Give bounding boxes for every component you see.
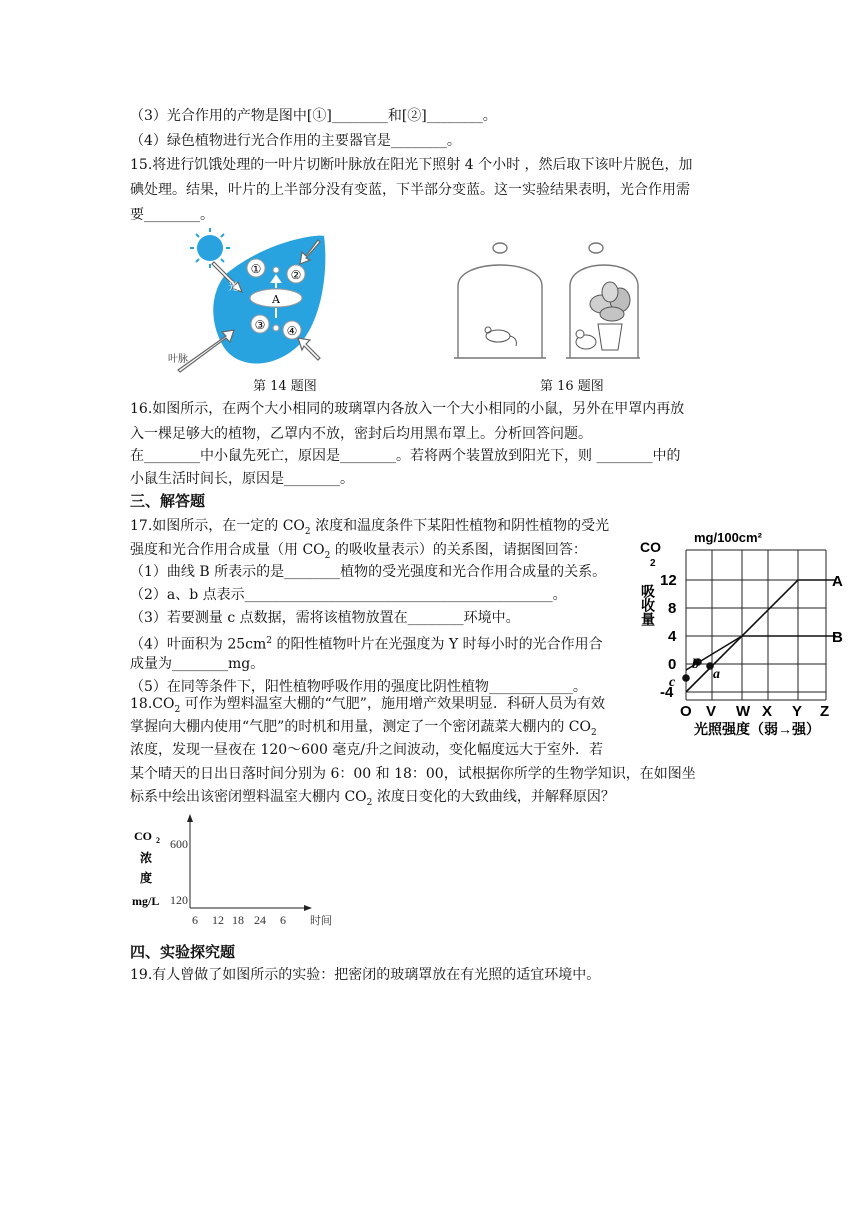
chart-ylabel-co: CO [640, 539, 661, 555]
mouse-icon-right [576, 330, 596, 349]
q18-x-unit: 时间 [310, 915, 332, 927]
curve-b-label: B [832, 629, 843, 646]
y-tick-label: 8 [668, 600, 677, 617]
x-tick-label: Z [820, 703, 830, 720]
q16-line4: 小鼠生活时间长，原因是________。 [130, 471, 354, 487]
light-label: 光 [228, 282, 238, 293]
cell-3-label: ③ [254, 318, 266, 332]
q17-line1: 17.如图所示，在一定的 $CO_2$ 浓度和温度条件下某阳性植物和阴性植物的受光 [130, 518, 610, 537]
y-tick-label: -4 [660, 684, 674, 701]
point-c-label: c [669, 675, 676, 690]
q17-sub4-cont: 成量为________mg。 [130, 656, 265, 672]
q18-ytick-600: 600 [170, 837, 188, 851]
q17-sub5: （5）在同等条件下，阳性植物呼吸作用的强度比阴性植物____________。 [130, 679, 587, 695]
y-tick-label: 4 [668, 628, 677, 645]
q16-line3: 在________中小鼠先死亡，原因是________。若将两个装置放到阳光下，则 ________中的 [130, 448, 681, 464]
q17-sub3: （3）若要测量 c 点数据，需将该植物放置在________环境中。 [130, 610, 520, 626]
vein-label: 叶脉 [168, 354, 188, 365]
mouse-icon [485, 327, 516, 346]
q17-sub1: （1）曲线 B 所表示的是________植物的受光强度和光合作用合成量的关系。 [130, 564, 607, 580]
q18-ylabel-nong: 浓 [140, 851, 153, 865]
section-4-heading: 四、实验探究题 [130, 943, 236, 961]
bell-jars-figure [452, 238, 642, 366]
cell-4-label: ④ [286, 324, 298, 338]
point-c [683, 675, 689, 681]
q18-ylabel-du: 度 [140, 871, 153, 885]
x-tick-label: Y [792, 703, 803, 720]
section-3-heading: 三、解答题 [130, 492, 206, 510]
point-b-label: b [692, 657, 699, 672]
q18-x-tick: 24 [254, 913, 266, 927]
fig14-caption: 第 14 题图 [253, 379, 317, 394]
x-tick-label: X [762, 703, 773, 720]
sun-icon [190, 228, 230, 268]
q16-line2: 入一棵足够大的植物，乙罩内不放，密封后均用黑布罩上。分析回答问题。 [130, 426, 592, 442]
q18-ylabel-unit: mg/L [132, 894, 160, 908]
leaf-diagram [168, 226, 340, 376]
cell-a-label: A [272, 293, 280, 306]
x-tick-label: O [680, 703, 692, 720]
q18-ylabel-sub: 2 [156, 836, 160, 845]
x-tick-label: V [706, 703, 717, 720]
curve-a-label: A [832, 573, 843, 590]
x-tick-label: W [736, 703, 751, 720]
q18-line3: 浓度，发现一昼夜在 120～600 毫克/升之间波动，变化幅度远大于室外．若 [130, 742, 604, 758]
q17-chart [636, 528, 860, 742]
q18-line4: 某个晴天的日出日落时间分别为 6：00 和 18：00，试根据你所学的生物学知识，在如图坐 [130, 766, 696, 782]
chart-unit: mg/100cm² [694, 530, 762, 545]
q18-axes [128, 812, 338, 938]
q17-sub4: （4）叶面积为 $25cm^2$ 的阳性植物叶片在光强度为 Y 时每小时的光合作用合 [130, 636, 603, 653]
q15-line2: 碘处理。结果，叶片的上半部分没有变蓝，下半部分变蓝。这一实验结果表明，光合作用需 [130, 182, 690, 198]
y-tick-label: 0 [668, 656, 677, 673]
point-a-label: a [713, 667, 720, 682]
q15-line3: 要________。 [130, 207, 214, 223]
q18-x-tick: 6 [280, 913, 286, 927]
q14-sub4: （4）绿色植物进行光合作用的主要器官是________。 [130, 133, 461, 149]
q18-x-tick: 18 [232, 913, 244, 927]
chart-ylabel-sub: 2 [650, 558, 656, 569]
q18-line1: $18.CO_2$ 可作为塑料温室大棚的“气肥”，施用增产效果明显．科研人员为有效 [130, 696, 605, 715]
q18-x-tick: 12 [212, 913, 224, 927]
q14-sub3: （3）光合作用的产物是图中[①]________和[②]________。 [130, 108, 497, 124]
q18-x-tick: 6 [192, 913, 198, 927]
q17-line2: 强度和光合作用合成量（用 $CO_2$ 的吸收量表示）的关系图，请据图回答： [130, 542, 587, 561]
chart-ylabel-rest: 吸收量 [640, 584, 656, 626]
y-tick-label: 12 [660, 572, 677, 589]
q16-line1: 16.如图所示，在两个大小相同的玻璃罩内各放入一个大小相同的小鼠，另外在甲罩内再放 [130, 401, 685, 417]
chart-xlabel: 光照强度（弱→强） [694, 721, 820, 737]
q18-line2: 掌握向大棚内使用“气肥”的时机和用量，测定了一个密闭蔬菜大棚内的 $CO_2$ [130, 719, 597, 738]
cell-1-label: ① [250, 262, 262, 276]
q18-line5: 标系中绘出该密闭塑料温室大棚内 $CO_2$ 浓度日变化的大致曲线，并解释原因？ [130, 789, 615, 808]
q15-line1: 15.将进行饥饿处理的一叶片切断叶脉放在阳光下照射 4 个小时 ，然后取下该叶片脱色，加 [130, 157, 693, 173]
fig16-caption: 第 16 题图 [540, 379, 604, 394]
q18-ylabel-co: CO [134, 829, 152, 843]
q19-line1: 19.有人曾做了如图所示的实验：把密闭的玻璃罩放在有光照的适宜环境中。 [130, 967, 601, 983]
q18-ytick-120: 120 [170, 893, 188, 907]
q17-sub2: （2）a、b 点表示____________________________________________。 [130, 587, 567, 603]
cell-2-label: ② [290, 268, 302, 282]
